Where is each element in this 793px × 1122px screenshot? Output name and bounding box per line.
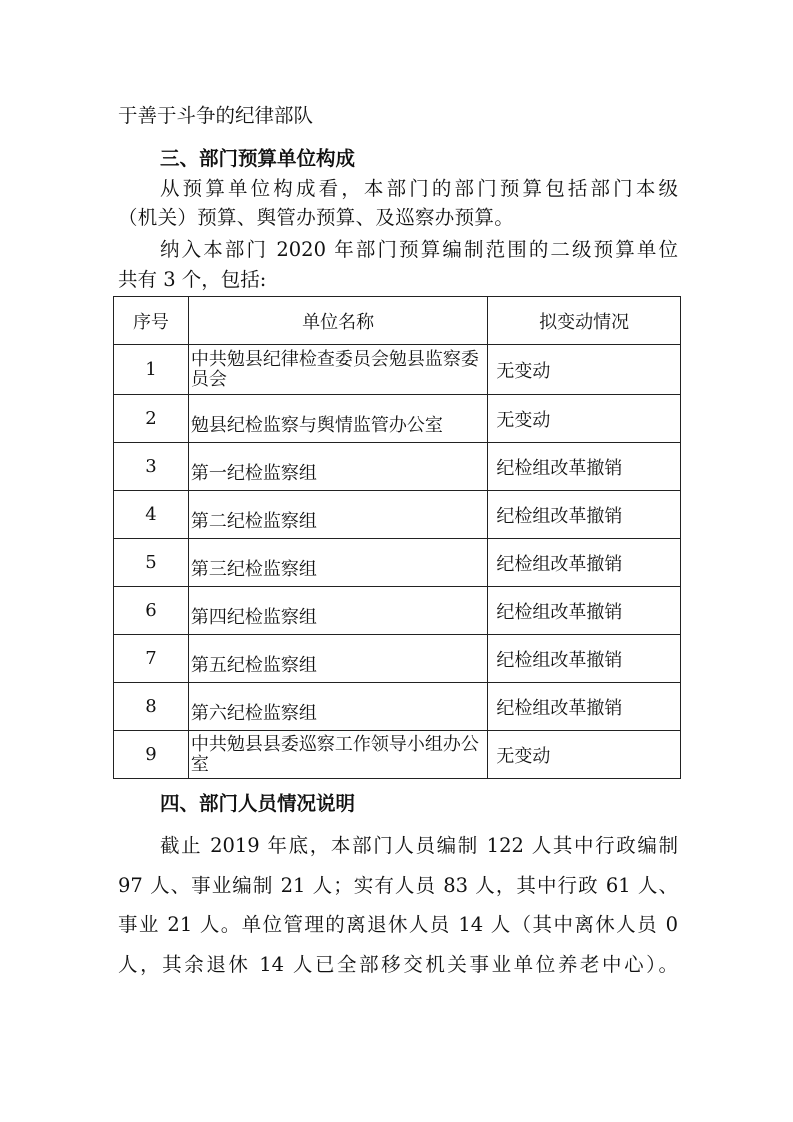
section3-para2-line1: 纳入本部门 2020 年部门预算编制范围的二级预算单位 [160, 238, 678, 261]
section3-heading: 三、部门预算单位构成 [160, 147, 356, 170]
row-no: 4 [114, 491, 189, 539]
section4-line2: 97 人、事业编制 21 人；实有人员 83 人，其中行政 61 人、 [118, 874, 678, 897]
budget-units-table [113, 296, 681, 779]
row-change: 无变动 [488, 345, 681, 395]
table-row [114, 539, 681, 587]
table-row [114, 491, 681, 539]
row-unit-name: 第二纪检监察组 [188, 491, 487, 539]
row-no: 3 [114, 443, 189, 491]
table-row [114, 345, 681, 395]
row-no: 9 [114, 731, 189, 779]
row-no: 8 [114, 683, 189, 731]
row-no: 5 [114, 539, 189, 587]
row-change: 纪检组改革撤销 [488, 491, 681, 539]
row-no: 6 [114, 587, 189, 635]
row-unit-name: 中共勉县县委巡察工作领导小组办公室 [188, 731, 487, 779]
table-row [114, 683, 681, 731]
section3-para2-line2: 共有 3 个，包括: [118, 268, 267, 291]
header-change: 拟变动情况 [488, 297, 681, 345]
row-change: 纪检组改革撤销 [488, 539, 681, 587]
section4-heading: 四、部门人员情况说明 [160, 792, 356, 815]
row-change: 无变动 [488, 731, 681, 779]
table-row [114, 443, 681, 491]
row-no: 2 [114, 395, 189, 443]
row-unit-name: 第一纪检监察组 [188, 443, 487, 491]
table-header-row [114, 297, 681, 345]
table-row [114, 731, 681, 779]
row-change: 无变动 [488, 395, 681, 443]
row-unit-name: 第五纪检监察组 [188, 635, 487, 683]
row-unit-name: 勉县纪检监察与舆情监管办公室 [188, 395, 487, 443]
intro-line: 于善于斗争的纪律部队 [118, 104, 314, 127]
row-unit-name: 第六纪检监察组 [188, 683, 487, 731]
row-change: 纪检组改革撤销 [488, 635, 681, 683]
header-name: 单位名称 [188, 297, 487, 345]
header-no: 序号 [114, 297, 189, 345]
row-change: 纪检组改革撤销 [488, 683, 681, 731]
row-change: 纪检组改革撤销 [488, 587, 681, 635]
section4-line1: 截止 2019 年底，本部门人员编制 122 人其中行政编制 [160, 834, 678, 857]
section3-para1-line2: （机关）预算、舆管办预算、及巡察办预算。 [118, 206, 515, 229]
section4-line3: 事业 21 人。单位管理的离退休人员 14 人（其中离休人员 0 [118, 913, 678, 936]
table-row [114, 587, 681, 635]
row-unit-name: 第三纪检监察组 [188, 539, 487, 587]
row-no: 7 [114, 635, 189, 683]
row-change: 纪检组改革撤销 [488, 443, 681, 491]
row-no: 1 [114, 345, 189, 395]
table-row [114, 395, 681, 443]
row-unit-name: 中共勉县纪律检查委员会勉县监察委员会 [188, 345, 487, 395]
section4-line4: 人，其余退休 14 人已全部移交机关事业单位养老中心）。 [118, 953, 678, 976]
section3-para1-line1: 从预算单位构成看，本部门的部门预算包括部门本级 [160, 177, 678, 200]
table-row [114, 635, 681, 683]
row-unit-name: 第四纪检监察组 [188, 587, 487, 635]
